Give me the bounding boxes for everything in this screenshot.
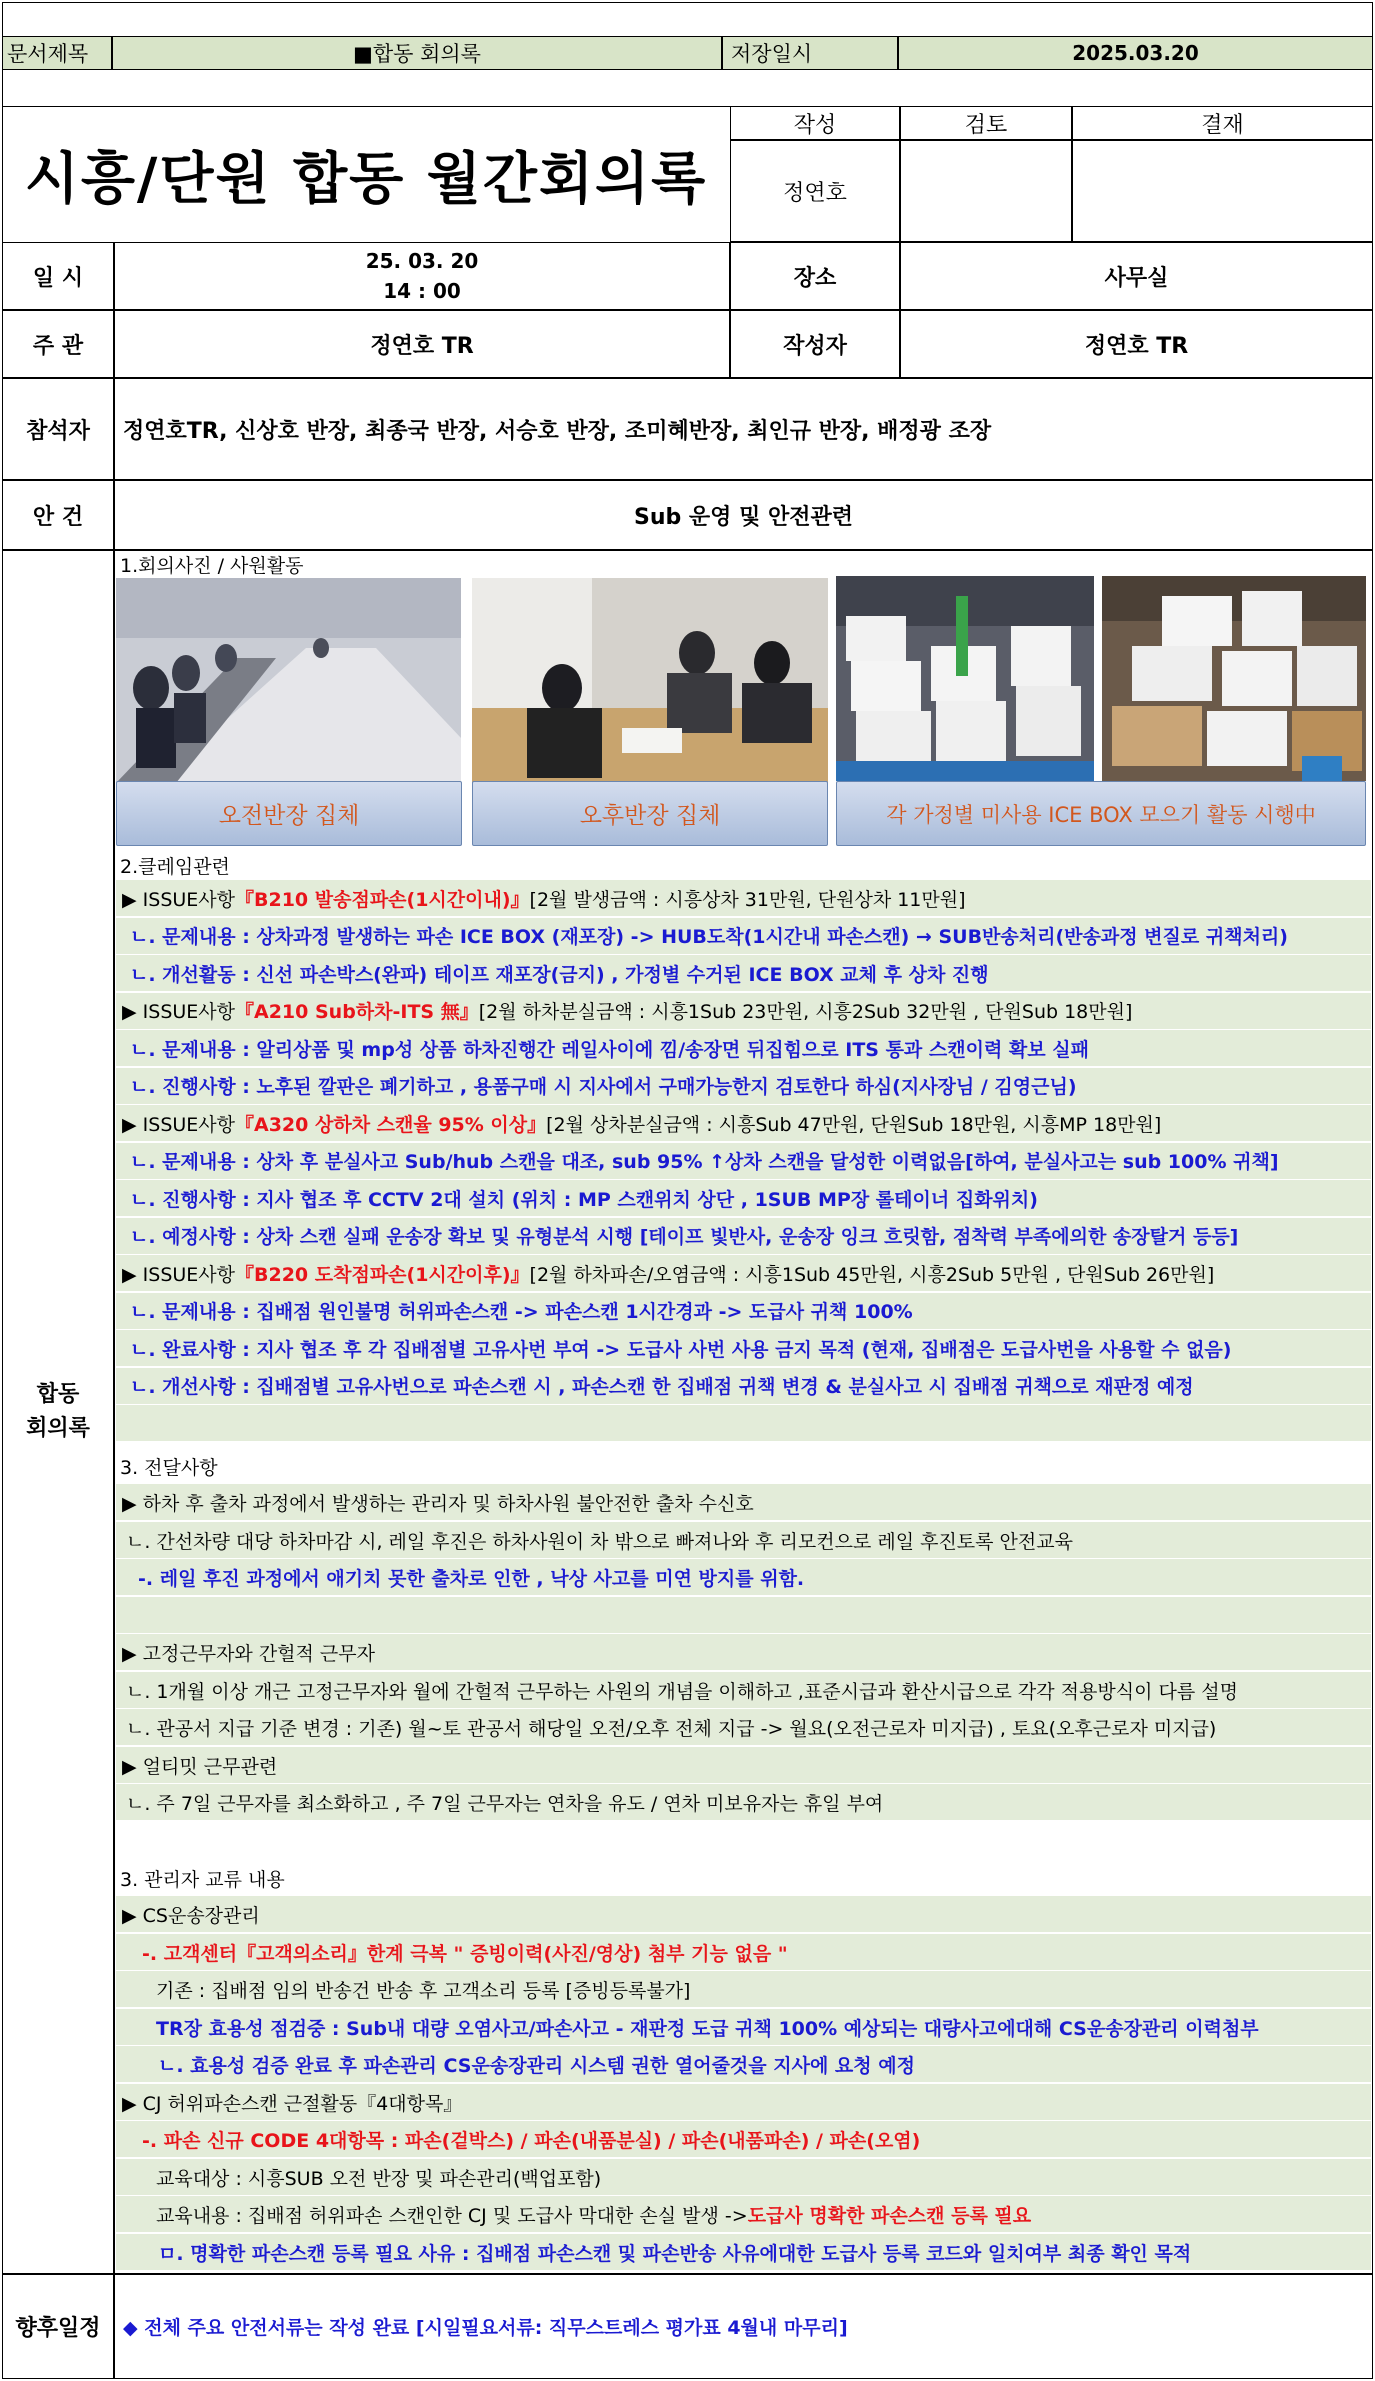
mgr-heading: ▶ CJ 허위파손스캔 근절활동『4대항목』 <box>122 2092 463 2115</box>
minutes-label-line2: 회의록 <box>26 1416 90 1441</box>
claim-detail: ㄴ. 예정사항 : 상차 스캔 실패 운송장 확보 및 유형분석 시행 [테이프 빛반사, 운송장 잉크 흐릿함, 점착력 부족에의한 송장탈거 등등] <box>130 1226 1239 1248</box>
claim-line <box>116 955 1371 991</box>
mgr-edu-need: 도급사 명확한 파손스캔 등록 필요 <box>747 2204 1032 2227</box>
notice-line <box>116 1634 1371 1670</box>
save-date-value: 2025.03.20 <box>898 36 1373 70</box>
claim-line <box>116 1068 1371 1104</box>
issue-detail: [2월 하차분실금액 : 시흥1Sub 23만원, 시흥2Sub 32만원 , 단원Sub 18만원] <box>478 1001 1133 1023</box>
time-value: 14 : 00 <box>383 279 461 303</box>
claim-line <box>116 880 1371 916</box>
issue-highlight: 『A210 Sub하차-ITS 無』 <box>235 1001 479 1023</box>
schedule-value: ◆ 전체 주요 안전서류는 작성 완료 [시일필요서류: 직무스트레스 평가표 4월내 마무리] <box>114 2274 1373 2379</box>
claim-line <box>116 1143 1371 1179</box>
agenda-label: 안 건 <box>2 480 114 550</box>
date-label: 일 시 <box>2 242 114 310</box>
claim-line <box>116 1180 1371 1216</box>
schedule-label: 향후일정 <box>2 2274 114 2379</box>
manager-line <box>116 2234 1371 2270</box>
claim-detail: ㄴ. 개선사항 : 집배점별 고유사번으로 파손스캔 시 , 파손스캔 한 집배점 귀책 변경 & 분실사고 시 집배점 귀책으로 재판정 예정 <box>130 1376 1194 1398</box>
claim-detail: ㄴ. 문제내용 : 상차 후 분실사고 Sub/hub 스캔을 대조, sub 95% ↑상차 스캔을 달성한 이력없음[하여, 분실사고는 sub 100% 귀책] <box>130 1151 1279 1173</box>
notice-text: ㄴ. 간선차량 대당 하차마감 시, 레일 후진은 하차사원이 차 밖으로 빠져나와 후 리모컨으로 레일 후진토록 안전교육 <box>126 1530 1073 1553</box>
mgr-request: ㄴ. 효용성 검증 완료 후 파손관리 CS운송장관리 시스템 권한 열어줄것을 지사에 요청 예정 <box>158 2054 915 2077</box>
issue-highlight: 『B220 도착점파손(1시간이후)』 <box>235 1263 530 1286</box>
doc-title-label: 문서제목 <box>2 36 112 70</box>
notice-text: ▶ 하차 후 출차 과정에서 발생하는 관리자 및 하차사원 불안전한 출차 수신호 <box>122 1492 754 1515</box>
approve-label: 결재 <box>1072 106 1373 140</box>
notice-line <box>116 1747 1371 1783</box>
claim-line <box>116 1330 1371 1366</box>
mgr-voc-limit: -. 고객센터『고객의소리』한계 극복 " 증빙이력(사진/영상) 첨부 기능 없음 " <box>142 1942 788 1965</box>
mgr-reason: ㅁ. 명확한 파손스캔 등록 필요 사유 : 집배점 파손스캔 및 파손반송 사유에대한 도급사 등록 코드와 일치여부 최종 확인 목적 <box>158 2242 1192 2265</box>
host-value: 정연호 TR <box>114 310 730 378</box>
caption-afternoon: 오후반장 집체 <box>472 781 828 846</box>
issue-detail: [2월 상차분실금액 : 시흥Sub 47만원, 단원Sub 18만원, 시흥MP 18만원] <box>546 1113 1162 1136</box>
review-sign-box <box>900 140 1072 242</box>
notice-text: ㄴ. 1개월 이상 개근 고정근무자와 월에 간헐적 근무하는 사원의 개념을 이해하고 ,표준시급과 환산시급으로 각각 적용방식이 다름 설명 <box>126 1680 1238 1703</box>
claim-filler <box>116 1405 1371 1441</box>
claim-line <box>116 1293 1371 1329</box>
manager-line <box>116 1896 1371 1932</box>
date-time-cell <box>114 242 730 310</box>
notice-text: ▶ 얼티밋 근무관련 <box>122 1755 278 1778</box>
mgr-code: -. 파손 신규 CODE 4대항목 : 파손(겉박스) / 파손(내품분실) / 파손(내품파손) / 파손(오염) <box>142 2129 921 2152</box>
claim-line <box>116 1255 1371 1291</box>
manager-line <box>116 2121 1371 2157</box>
host-label: 주 관 <box>2 310 114 378</box>
place-value: 사무실 <box>900 242 1373 310</box>
meeting-photo-morning <box>116 578 461 783</box>
mgr-existing: 기존 : 집배점 임의 반송건 반송 후 고객소리 등록 [증빙등록불가] <box>156 1979 691 2002</box>
claim-detail: ㄴ. 진행사항 : 지사 협조 후 CCTV 2대 설치 (위치 : MP 스캔위치 상단 , 1SUB MP장 롤테이너 집화위치) <box>130 1188 1038 1211</box>
meeting-photo-afternoon <box>472 578 828 783</box>
section1-title: 1.회의사진 / 사원활동 <box>120 554 304 577</box>
manager-line <box>116 2046 1371 2082</box>
issue-highlight: 『A320 상하차 스캔율 95% 이상』 <box>235 1113 547 1136</box>
claim-line <box>116 1105 1371 1141</box>
notice-line <box>116 1484 1371 1520</box>
claim-line <box>116 918 1371 954</box>
save-date-label: 저장일시 <box>722 36 898 70</box>
claim-detail: ㄴ. 문제내용 : 상차과정 발생하는 파손 ICE BOX (재포장) -> HUB도착(1시간내 파손스캔) → SUB반송처리(반송과정 변질로 귀책처리) <box>130 926 1288 948</box>
claim-line <box>116 1218 1371 1254</box>
notice-line <box>116 1559 1371 1595</box>
mgr-tr-check: TR장 효용성 점검중 : Sub내 대량 오염사고/파손사고 - 재판정 도급 귀책 100% 예상되는 대량사고에대해 CS운송장관리 이력첨부 <box>156 2017 1259 2040</box>
caption-icebox: 각 가정별 미사용 ICE BOX 모으기 활동 시행中 <box>836 781 1366 846</box>
manager-line <box>116 2159 1371 2195</box>
title-block <box>2 106 730 242</box>
notice-line <box>116 1784 1371 1820</box>
notice-text: ㄴ. 주 7일 근무자를 최소화하고 , 주 7일 근무자는 연차을 유도 / 연차 미보유자는 휴일 부여 <box>126 1792 884 1815</box>
section2-title: 2.클레임관련 <box>120 855 230 878</box>
issue-prefix: ▶ ISSUE사항 <box>122 1263 235 1286</box>
icebox-photo-2 <box>1102 576 1366 781</box>
minutes-label <box>2 550 114 2274</box>
mgr-edu-target: 교육대상 : 시흥SUB 오전 반장 및 파손관리(백업포함) <box>156 2167 602 2190</box>
attendees-value: 정연호TR, 신상호 반장, 최종국 반장, 서승호 반장, 조미혜반장, 최인규 반장, 배정광 조장 <box>114 378 1373 480</box>
section4-title: 3. 관리자 교류 내용 <box>120 1868 285 1891</box>
author-label: 작성 <box>730 106 900 140</box>
place-label: 장소 <box>730 242 900 310</box>
manager-line <box>116 1971 1371 2007</box>
manager-line <box>116 1934 1371 1970</box>
claim-detail: ㄴ. 문제내용 : 알리상품 및 mp성 상품 하차진행간 레일사이에 낌/송장면 뒤집힘으로 ITS 통과 스캔이력 확보 실패 <box>130 1038 1089 1061</box>
attendees-label: 참석자 <box>2 378 114 480</box>
manager-line <box>116 2084 1371 2120</box>
claim-detail: ㄴ. 완료사항 : 지사 협조 후 각 집배점별 고유사번 부여 -> 도급사 사번 사용 금지 목적 (현재, 집배점은 도급사번을 사용할 수 없음) <box>130 1338 1232 1361</box>
writer-value: 정연호 TR <box>900 310 1373 378</box>
claim-line <box>116 1030 1371 1066</box>
date-value: 25. 03. 20 <box>365 249 479 273</box>
issue-detail: [2월 하차파손/오염금액 : 시흥1Sub 45만원, 시흥2Sub 5만원 , 단원Sub 26만원] <box>529 1263 1215 1286</box>
doc-title-value: ■합동 회의록 <box>112 36 722 70</box>
notice-text: ㄴ. 관공서 지급 기준 변경 : 기존) 월~토 관공서 해당일 오전/오후 전체 지급 -> 월요(오전근로자 미지급) , 토요(오후근로자 미지급) <box>126 1717 1217 1740</box>
writer-label: 작성자 <box>730 310 900 378</box>
caption-morning: 오전반장 집체 <box>116 781 462 846</box>
mgr-edu-content: 교육내용 : 집배점 허위파손 스캔인한 CJ 및 도급사 막대한 손실 발생 -> <box>156 2204 748 2227</box>
mgr-heading: ▶ CS운송장관리 <box>122 1904 260 1927</box>
author-name: 정연호 <box>730 140 900 242</box>
issue-prefix: ▶ ISSUE사항 <box>122 888 235 911</box>
notice-line <box>116 1709 1371 1745</box>
notice-text: ▶ 고정근무자와 간헐적 근무자 <box>122 1642 375 1665</box>
manager-line <box>116 2196 1371 2232</box>
notice-line <box>116 1672 1371 1708</box>
issue-prefix: ▶ ISSUE사항 <box>122 1001 235 1023</box>
notice-text: -. 레일 후진 과정에서 애기치 못한 출차로 인한 , 낙상 사고를 미연 방지를 위함. <box>138 1567 805 1590</box>
page-title: 시흥/단원 합동 월간회의록 <box>24 146 708 212</box>
section3-title: 3. 전달사항 <box>120 1456 218 1479</box>
claim-detail: ㄴ. 문제내용 : 집배점 원인불명 허위파손스캔 -> 파손스캔 1시간경과 -> 도급사 귀책 100% <box>130 1301 913 1323</box>
icebox-photo-1 <box>836 576 1094 781</box>
manager-line <box>116 2009 1371 2045</box>
issue-detail: [2월 발생금액 : 시흥상차 31만원, 단원상차 11만원] <box>529 888 966 911</box>
claim-detail: ㄴ. 진행사항 : 노후된 깔판은 폐기하고 , 용품구매 시 지사에서 구매가능한지 검토한다 하심(지사장님 / 김영근님) <box>130 1076 1077 1098</box>
minutes-label-line1: 합동 <box>36 1382 80 1407</box>
agenda-value: Sub 운영 및 안전관련 <box>114 480 1373 550</box>
approve-sign-box <box>1072 140 1373 242</box>
notice-line <box>116 1522 1371 1558</box>
issue-prefix: ▶ ISSUE사항 <box>122 1113 235 1136</box>
claim-line <box>116 993 1371 1029</box>
review-label: 검토 <box>900 106 1072 140</box>
claim-detail: ㄴ. 개선활동 : 신선 파손박스(완파) 테이프 재포장(금지) , 가정별 수거된 ICE BOX 교체 후 상차 진행 <box>130 963 989 986</box>
claim-line <box>116 1368 1371 1404</box>
issue-highlight: 『B210 발송점파손(1시간이내)』 <box>235 888 530 911</box>
notice-filler <box>116 1597 1371 1633</box>
